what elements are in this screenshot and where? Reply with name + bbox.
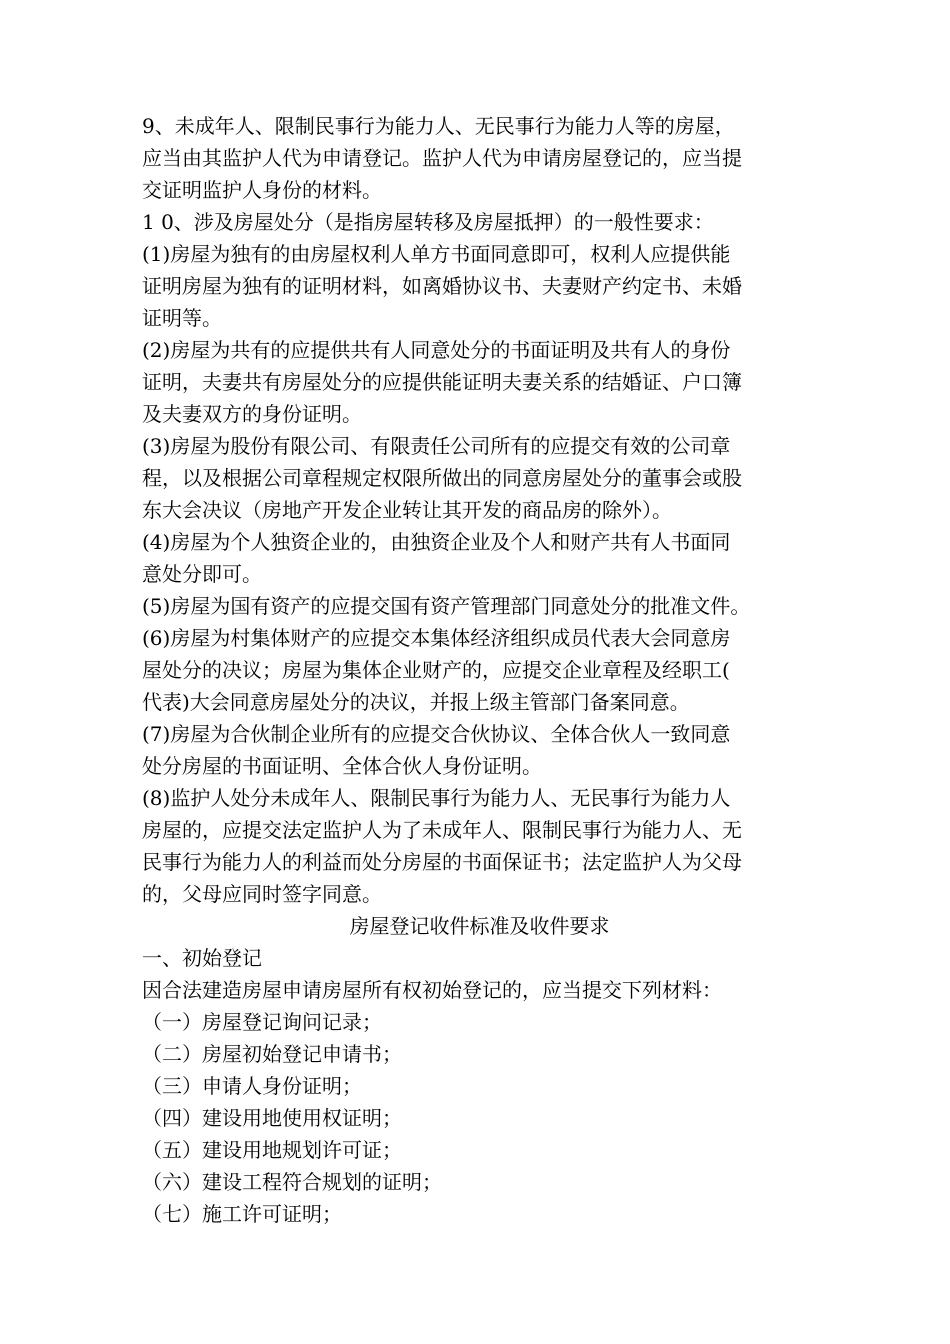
text-line: 处分房屋的书面证明、全体合伙人身份证明。: [142, 754, 542, 778]
text-line: (7)房屋为合伙制企业所有的应提交合伙协议、全体合伙人一致同意: [142, 722, 731, 746]
list-item: （二）房屋初始登记申请书；: [142, 1042, 402, 1066]
text-line: 交证明监护人身份的材料。: [142, 178, 382, 202]
text-line: (5)房屋为国有资产的应提交国有资产管理部门同意处分的批准文件。: [142, 594, 751, 618]
list-item: （五）建设用地规划许可证；: [142, 1138, 402, 1162]
text-line: 程，以及根据公司章程规定权限所做出的同意房屋处分的董事会或股: [142, 466, 742, 490]
list-item: （四）建设用地使用权证明；: [142, 1106, 402, 1130]
text-line: (1)房屋为独有的由房屋权利人单方书面同意即可，权利人应提供能: [142, 242, 731, 266]
text-line: 9、未成年人、限制民事行为能力人、无民事行为能力人等的房屋，: [142, 114, 735, 138]
text-line: (3)房屋为股份有限公司、有限责任公司所有的应提交有效的公司章: [142, 434, 731, 458]
list-item: （六）建设工程符合规划的证明；: [142, 1170, 442, 1194]
text-line: 证明房屋为独有的证明材料，如离婚协议书、夫妻财产约定书、未婚: [142, 274, 742, 298]
text-line: 1 0、涉及房屋处分（是指房屋转移及房屋抵押）的一般性要求：: [142, 210, 714, 234]
registration-standards-section: [142, 910, 807, 1230]
list-item: （一）房屋登记询问记录；: [142, 1010, 382, 1034]
section-title: 房屋登记收件标准及收件要求: [349, 914, 610, 938]
text-line: (8)监护人处分未成年人、限制民事行为能力人、无民事行为能力人: [142, 786, 731, 810]
text-line: 证明，夫妻共有房屋处分的应提供能证明夫妻关系的结婚证、户口簿: [142, 370, 742, 394]
text-line: 因合法建造房屋申请房屋所有权初始登记的，应当提交下列材料：: [142, 978, 722, 1002]
text-line: 意处分即可。: [142, 562, 262, 586]
requirements-section: [142, 110, 807, 910]
text-line: 及夫妻双方的身份证明。: [142, 402, 362, 426]
text-line: 屋处分的决议；房屋为集体企业财产的，应提交企业章程及经职工(: [142, 658, 730, 682]
text-line: 一、初始登记: [142, 946, 262, 970]
list-item: （三）申请人身份证明；: [142, 1074, 362, 1098]
text-line: 代表)大会同意房屋处分的决议，并报上级主管部门备案同意。: [142, 690, 690, 714]
list-item: （七）施工许可证明；: [142, 1202, 342, 1226]
text-line: 证明等。: [142, 306, 222, 330]
text-line: (2)房屋为共有的应提供共有人同意处分的书面证明及共有人的身份: [142, 338, 731, 362]
text-line: (6)房屋为村集体财产的应提交本集体经济组织成员代表大会同意房: [142, 626, 731, 650]
text-line: 应当由其监护人代为申请登记。监护人代为申请房屋登记的，应当提: [142, 146, 742, 170]
text-line: 的，父母应同时签字同意。: [142, 882, 382, 906]
text-line: 民事行为能力人的利益而处分房屋的书面保证书；法定监护人为父母: [142, 850, 742, 874]
text-line: (4)房屋为个人独资企业的，由独资企业及个人和财产共有人书面同: [142, 530, 731, 554]
text-line: 房屋的，应提交法定监护人为了未成年人、限制民事行为能力人、无: [142, 818, 742, 842]
text-line: 东大会决议（房地产开发企业转让其开发的商品房的除外）。: [142, 498, 672, 522]
